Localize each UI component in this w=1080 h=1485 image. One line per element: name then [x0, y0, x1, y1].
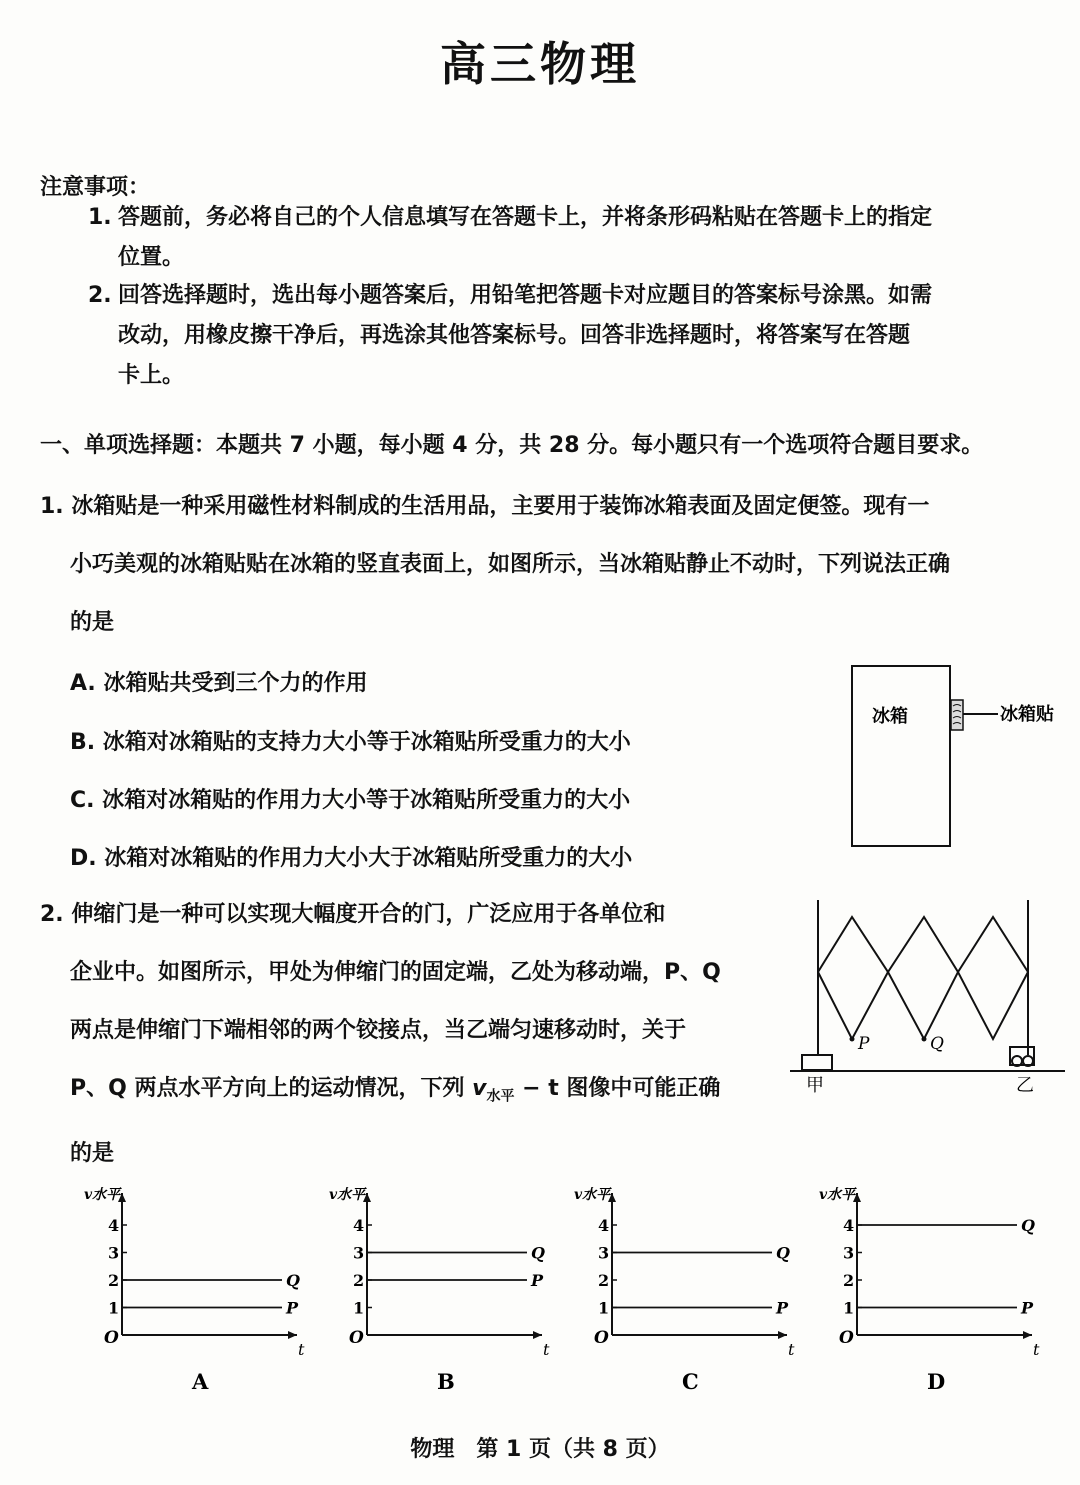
question-text: 1. 冰箱贴是一种采用磁性材料制成的生活用品，主要用于装饰冰箱表面及固定便签。现有一: [40, 494, 930, 519]
vt-graphs: [70, 1185, 1050, 1405]
origin-label: O: [594, 1328, 609, 1348]
fixed-label: 甲: [806, 1075, 824, 1096]
question-text: 小巧美观的冰箱贴贴在冰箱的竖直表面上，如图所示，当冰箱贴静止不动时，下列说法正确: [70, 552, 951, 577]
series-label-q: Q: [776, 1243, 790, 1263]
series-label-p: P: [531, 1271, 544, 1290]
y-tick-label: 3: [353, 1243, 365, 1263]
point-q-label: Q: [930, 1034, 944, 1054]
y-axis-label: v水平: [329, 1187, 366, 1203]
page-title: 高三物理: [440, 37, 640, 91]
notice-num: 2.: [88, 283, 112, 308]
x-axis-arrow: [1023, 1331, 1032, 1339]
series-label-p: P: [776, 1298, 789, 1318]
y-tick-label: 4: [598, 1216, 610, 1235]
origin-label: O: [104, 1328, 119, 1348]
notice-text: 答题前，务必将自己的个人信息填写在答题卡上，并将条形码粘贴在答题卡上的指定: [118, 205, 933, 230]
notice-item-1: [88, 198, 1058, 278]
moving-label: 乙: [1016, 1075, 1034, 1096]
x-axis-label: t: [788, 1340, 795, 1359]
question-text: 的是: [70, 1141, 115, 1167]
question-2: [40, 886, 780, 1183]
q1-option-b: B. 冰箱对冰箱贴的支持力大小等于冰箱贴所受重力的大小: [70, 730, 631, 755]
x-axis-arrow: [533, 1331, 542, 1339]
question-text: 2. 伸缩门是一种可以实现大幅度开合的门，广泛应用于各单位和: [40, 902, 666, 927]
fridge-label: 冰箱: [872, 706, 908, 727]
y-tick-label: 1: [108, 1298, 120, 1318]
x-axis-label: t: [543, 1340, 550, 1359]
point-p-label: P: [858, 1034, 870, 1054]
y-tick-label: 3: [843, 1243, 855, 1263]
fixed-end: [802, 1055, 832, 1070]
q1-option-d: D. 冰箱对冰箱贴的作用力大小大于冰箱贴所受重力的大小: [70, 846, 633, 871]
notice-text: 回答选择题时，选出每小题答案后，用铅笔把答题卡对应题目的答案标号涂黑。如需: [118, 283, 933, 308]
series-label-p: P: [1021, 1298, 1034, 1318]
graph-option-label: D: [927, 1369, 946, 1394]
y-tick-label: 2: [598, 1271, 610, 1290]
notice-text: 卡上。: [118, 363, 185, 388]
graph-option-label: C: [682, 1369, 699, 1394]
y-tick-label: 2: [353, 1271, 365, 1290]
q1-option-a: A. 冰箱贴共受到三个力的作用: [70, 671, 368, 696]
question-text: 两点是伸缩门下端相邻的两个铰接点，当乙端匀速移动时，关于: [70, 1018, 687, 1043]
question-text: 的是: [70, 610, 115, 635]
x-axis-label: t: [1033, 1340, 1040, 1359]
y-tick-label: 4: [108, 1216, 120, 1235]
origin-label: O: [839, 1328, 854, 1348]
magnet-label: 冰箱贴: [1000, 704, 1054, 725]
series-label-q: Q: [286, 1271, 300, 1290]
notice-text: 改动，用橡皮擦干净后，再选涂其他答案标号。回答非选择题时，将答案写在答题: [118, 323, 911, 348]
graph-options: [70, 1185, 1050, 1405]
y-tick-label: 3: [598, 1243, 610, 1263]
series-label-q: Q: [531, 1243, 545, 1263]
question-text: 企业中。如图所示，甲处为伸缩门的固定端，乙处为移动端，P、Q: [70, 960, 721, 985]
graph-option-label: A: [192, 1369, 209, 1394]
y-axis-label: v水平: [84, 1187, 121, 1203]
notice-item-2: [88, 276, 1058, 396]
notice-heading: 注意事项：: [40, 175, 151, 200]
series-label-q: Q: [1021, 1216, 1035, 1235]
notice-num: 1.: [88, 205, 112, 230]
y-tick-label: 2: [843, 1271, 855, 1290]
y-tick-label: 3: [108, 1243, 120, 1263]
section-heading: 一、单项选择题：本题共 7 小题，每小题 4 分，共 28 分。每小题只有一个选项符合题目要求。: [40, 433, 984, 458]
y-tick-label: 1: [598, 1298, 610, 1318]
y-axis-label: v水平: [574, 1187, 611, 1203]
q1-option-c: C. 冰箱对冰箱贴的作用力大小等于冰箱贴所受重力的大小: [70, 788, 631, 813]
series-label-p: P: [286, 1298, 299, 1318]
y-tick-label: 4: [843, 1216, 855, 1235]
door-figure: [790, 895, 1070, 1105]
x-axis-arrow: [778, 1331, 787, 1339]
fridge-figure: [840, 660, 1070, 860]
question-1: [40, 478, 1060, 652]
notice-text: 位置。: [118, 245, 185, 270]
x-axis-label: t: [298, 1340, 305, 1359]
y-tick-label: 4: [353, 1216, 365, 1235]
question-text: P、Q 两点水平方向上的运动情况，下列 $v_{水平} - t$ 图像中可能正确: [70, 1076, 721, 1105]
y-tick-label: 1: [843, 1298, 855, 1318]
y-axis-label: v水平: [819, 1187, 856, 1203]
fridge-outline: [852, 666, 950, 846]
x-axis-arrow: [288, 1331, 297, 1339]
y-tick-label: 1: [353, 1298, 365, 1318]
page-footer: 物理 第 1 页（共 8 页）: [410, 1437, 670, 1462]
y-tick-label: 2: [108, 1271, 120, 1290]
graph-option-label: B: [437, 1369, 455, 1394]
origin-label: O: [349, 1328, 364, 1348]
